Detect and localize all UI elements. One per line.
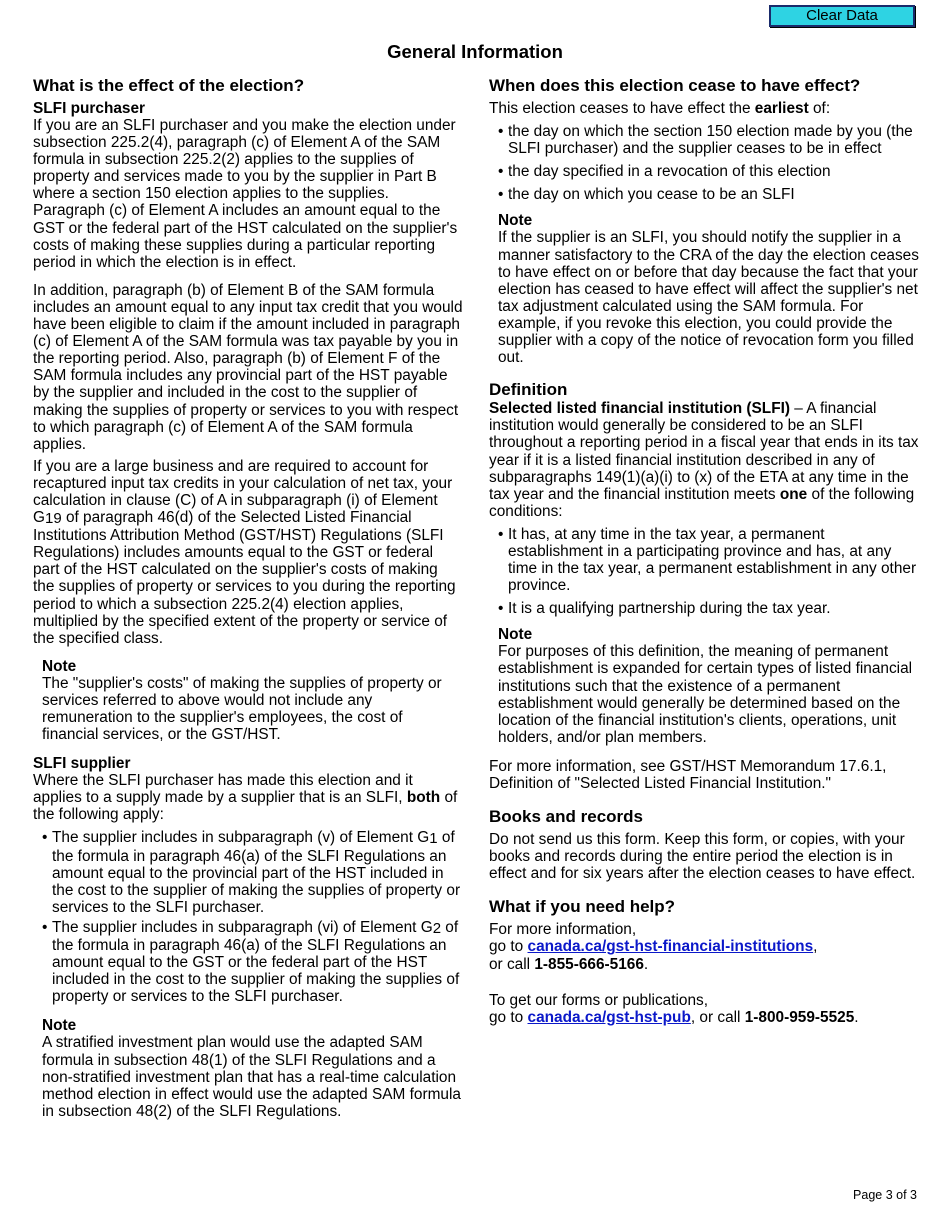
memorandum-reference: For more information, see GST/HST Memorandum 17.6.1, Definition of "Selected Listed Financial Institution." [489,757,887,792]
right-column [489,76,919,1026]
note-text: The "supplier's costs" of making the supplies of property or services referred to above would not include any remuneration to the supplier's employees, the cost of financial services, or the GST/HST. [42,674,442,744]
election-effect-heading: What is the effect of the election? [33,76,305,95]
list-item: • the day on which the section 150 election made by you (the SLFI purchaser) and the supplier ceases to be in effect [489,123,919,157]
note-title: Note [498,212,533,230]
definition-bullets [489,526,919,617]
definition-note [498,626,919,746]
slfi-supplier-title: SLFI supplier [33,755,131,773]
cease-heading: When does this election cease to have effect? [489,76,861,95]
purchaser-paragraph-1: If you are an SLFI purchaser and you make the election under subsection 225.2(4), paragraph (c) of Element A of the SAM formula in subsection 225.2(2) applies to the supplies of property and services made to you by the supplier in Part B where a section 150 election applies to the supplies. Paragraph (c) of Element A includes an amount equal to the GST or the federal part of the HST calculated on the supplier's costs of making these supplies during a particular reporting period in which the election is in effect. [33,117,458,271]
list-item: • The supplier includes in subparagraph (vi) of Element $G_2$ of the formula in paragraph 46(a) of the SLFI Regulations an amount equal to the GST or the federal part of the HST included in the cost to the supplier of making the supplies of property or services to the SLFI purchaser. [33,919,463,1005]
help-line-4: To get our forms or publications, [489,991,708,1009]
help-heading: What if you need help? [489,897,676,917]
clear-data-button[interactable]: Clear Data [769,5,915,27]
phone-number: 1-855-666-5166 [534,955,644,973]
help-line-1: For more information, [489,921,637,939]
note-title: Note [42,657,77,675]
list-item: • The supplier includes in subparagraph (v) of Element $G_1$ of the formula in paragraph 46(a) of the SLFI Regulations an amount equal to the provincial part of the HST included in the cost to the supplier of making the supplies of property or services to the SLFI purchaser. [33,829,463,915]
cease-intro: This election ceases to have effect the earliest of: [489,100,831,117]
page-number: Page 3 of 3 [853,1188,917,1202]
left-column [33,76,463,1120]
definition-heading: Definition [489,380,568,400]
list-item: • the day specified in a revocation of this election [489,163,919,180]
help-line-2: go to canada.ca/gst-hst-financial-institutions, [489,938,818,956]
note-text: For purposes of this definition, the meaning of permanent establishment is expanded for certain types of listed financial institutions such that the existence of a permanent establishment would generally be determined based on the location of the financial institution's clients, operations, unit holders, and/or plan members. [498,643,913,746]
help-line-5: go to canada.ca/gst-hst-pub, or call 1-800-959-5525. [489,1008,859,1026]
supplier-note [42,1017,463,1119]
financial-institutions-link[interactable]: canada.ca/gst-hst-financial-institutions [527,938,814,956]
list-item: • It is a qualifying partnership during the tax year. [489,600,919,617]
note-text: A stratified investment plan would use the adapted SAM formula in subsection 48(1) of the SLFI Regulations and a non-stratified investment plan that has a real-time calculation method election in effect would use the adapted SAM formula in subsection 48(2) of the SLFI Regulations. [42,1034,461,1120]
purchaser-note [42,658,463,743]
phone-number: 1-800-959-5525 [744,1008,855,1026]
supplier-intro: Where the SLFI purchaser has made this election and it applies to a supply made by a supplier that is an SLFI, both of the following apply: [33,772,458,824]
cease-note [498,212,919,366]
help-line-3: or call 1-855-666-5166. [489,955,649,973]
books-text: Do not send us this form. Keep this form, or copies, with your books and records during the entire period the election is in effect and for six years after the election ceases to have effect. [489,831,916,883]
cease-bullets [489,123,919,203]
purchaser-paragraph-2: In addition, paragraph (b) of Element B of the SAM formula includes an amount equal to any input tax credit that you would have been eligible to claim if the amount included in paragraph (c) of Element A of the SAM formula was tax payable by you in the reporting period. Also, paragraph (b) of Element F of the SAM formula includes any provincial part of the HST payable by the supplier and included in the cost to the supplier of making the supplies of property or services to you with respect to which paragraph (c) of Element A of the SAM formula applies. [33,281,463,453]
page-title: General Information [387,41,563,62]
supplier-bullets [33,829,463,1005]
list-item: • It has, at any time in the tax year, a permanent establishment in a participating province and has, at any time in the tax year, a permanent establishment in any other province. [489,526,919,594]
purchaser-paragraph-3: If you are a large business and are required to account for recaptured input tax credits in your calculation of net tax, your calculation in clause (C) of A in subparagraph (i) of Element $G_{19}$ of paragraph 46(d) of the Selected Listed Financial Institutions Attribution Method (GST/HST) Regulations (SLFI Regulations) includes amounts equal to the GST or federal part of the HST calculated on the supplier's costs of making the supplies of property or services to you during the reporting period to which a subsection 225.2(4) election applies, multiplied by the specified extent of the property or service of the specified class. [33,457,456,647]
note-title: Note [498,626,533,644]
definition-text: Selected listed financial institution (SLFI) – A financial institution would generally be considered to be an SLFI throughout a reporting period in a fiscal year that ends in its tax year if it is a listed financial institution described in any of subparagraphs 149(1)(a)(i) to (x) of the ETA at any time in the tax year and the financial institution meets one of the following conditions: [489,400,919,520]
slfi-purchaser-title: SLFI purchaser [33,100,146,117]
publications-link[interactable]: canada.ca/gst-hst-pub [527,1008,691,1026]
list-item: • the day on which you cease to be an SLFI [489,186,919,203]
books-heading: Books and records [489,807,643,827]
note-text: If the supplier is an SLFI, you should notify the supplier in a manner satisfactory to the CRA of the day the election ceases to have effect on or before that day because the fact that your election has ceased to have effect will affect the supplier's net tax adjustment calculated using the SAM formula. For example, if you revoke this election, you could provide the supplier with a copy of the notice of revocation form you filled out. [498,229,919,367]
note-title: Note [42,1017,77,1035]
